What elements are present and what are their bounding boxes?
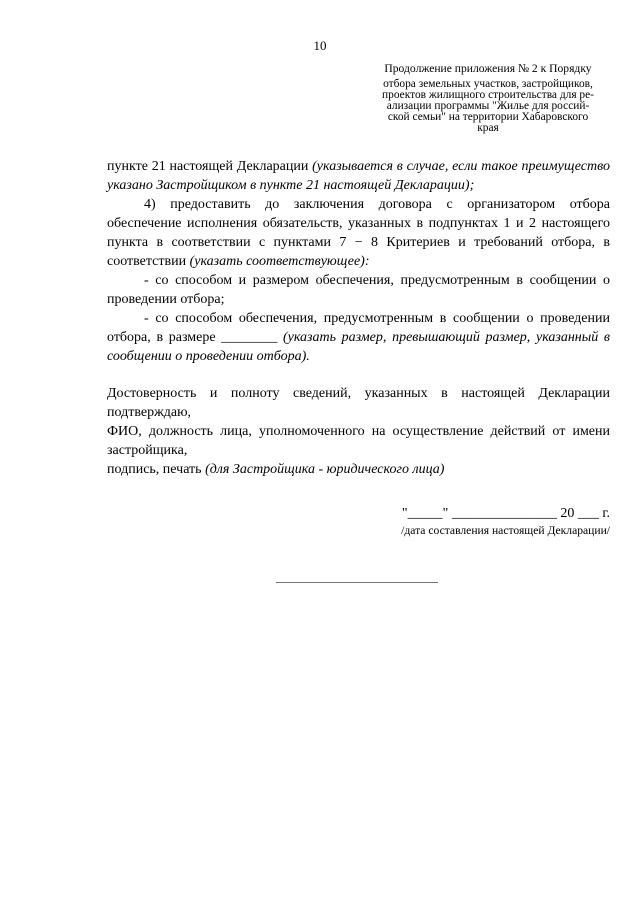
paragraph-continuation [107,157,610,195]
paragraph-text: - со способом обеспечения, предусмотренным в сообщении о проведении отбора, в размере ________ [107,311,610,345]
appendix-subtitle-line: отбора земельных участков, застройщиков, [383,78,593,90]
appendix-subtitle-line: ской семьи" на территории Хабаровского [387,111,589,123]
paragraph-option-2 [107,309,610,366]
paragraph-text: пункте 21 настоящей Декларации [107,159,313,174]
page-number: 10 [313,38,327,53]
appendix-title: Продолжение приложения № 2 к Порядку [384,62,592,75]
paragraph-text: 4) предоставить до заключения договора с организатором отбора обеспечение исполнения обязательств, указанных в подпунктах 1 и 2 настоящего пункта в соответствии с пунктами 7 − 8 Критериев и требований отбора, в соответствии [107,197,610,269]
paragraph-italic-note: (указать размер, превышающий размер, указанный в сообщении о проведении отбора). [107,330,610,364]
paragraph-option-1 [107,271,610,309]
signatory-details: ФИО, должность лица, уполномоченного на осуществление действий от имени застройщика, [107,424,610,458]
date-field: "_____" _______________ 20 ___ г. [401,506,610,521]
paragraph-italic-note: (указать соответствующее): [189,254,370,269]
confirmation-statement: Достоверность и полноту сведений, указанных в настоящей Декларации подтверждаю, [107,386,610,420]
end-divider [276,582,438,583]
date-caption: /дата составления настоящей Декларации/ [401,524,610,537]
paragraph-item-4 [107,195,610,271]
paragraph-italic-note: (указывается в случае, если такое преимущество указано Застройщиком в пункте 21 настоящей Декларации); [107,159,610,193]
declaration-body [107,157,610,366]
paragraph-text: - со способом и размером обеспечения, предусмотренным в сообщении о проведении отбора; [107,273,610,307]
signature-italic-note: (для Застройщика - юридического лица) [205,462,445,477]
signature-line [107,460,610,479]
appendix-header [360,63,616,134]
signature-text: подпись, печать [107,462,206,477]
appendix-subtitle-line: края [477,122,499,134]
appendix-subtitle-line: проектов жилищного строительства для ре- [382,89,594,101]
confirmation-block [107,384,610,479]
appendix-subtitle-line: ализации программы "Жилье для россий- [386,100,590,112]
